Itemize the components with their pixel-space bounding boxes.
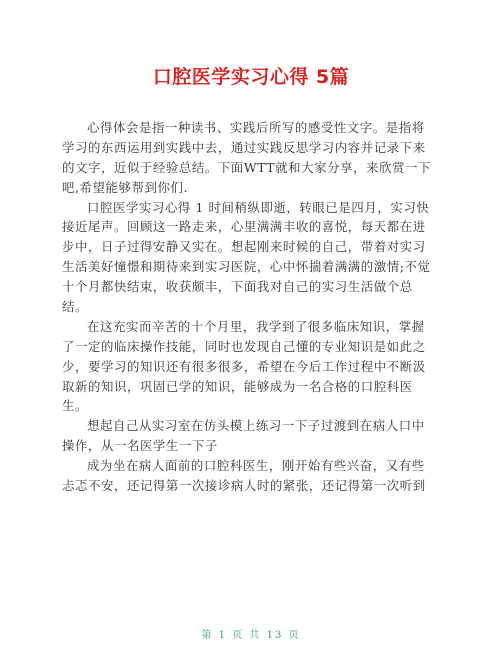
- paragraph-line: 十个月都快结束，收获颇丰，下面我对自己的实习生活做个总: [62, 279, 413, 295]
- paragraph-line: 操作，从一名医学生一下子: [62, 438, 218, 454]
- paragraph-line: 结。: [62, 299, 88, 315]
- paragraph-line: 吧,希望能够帮到你们.: [62, 179, 188, 195]
- document-body: [62, 118, 442, 496]
- paragraph-line: 的文字，近似于经验总结。下面WTT就和大家分享，来欣赏一下: [62, 159, 432, 175]
- page-footer: 第 1 页 共 13 页: [201, 630, 301, 641]
- paragraph-line: 接近尾声。回顾这一路走来，心里满满丰收的喜悦，每天都在进: [62, 219, 426, 235]
- paragraph-line: 了一定的临床操作技能，同时也发现自己懂的专业知识是如此之: [62, 338, 426, 354]
- paragraph-line: 忐忑不安，还记得第一次接诊病人时的紧张，还记得第一次听到: [62, 478, 426, 494]
- paragraph-line: 学习的东西运用到实践中去，通过实践反思学习内容并记录下来: [62, 139, 426, 155]
- paragraph-line: 步中，日子过得安静又实在。想起刚来时候的自己，带着对实习: [62, 239, 426, 255]
- paragraph-line: 口腔医学实习心得 1 时间稍纵即逝，转眼已是四月，实习快: [87, 199, 430, 215]
- paragraph-line: 想起自己从实习室在仿头模上练习一下子过渡到在病人口中: [87, 418, 425, 434]
- paragraph-line: 心得体会是指一种读书、实践后所写的感受性文字。是指将: [87, 120, 425, 135]
- document-title: 口腔医学实习心得 5篇: [152, 66, 350, 88]
- paragraph-line: 少，要学习的知识还有很多很多，希望在今后工作过程中不断汲: [62, 358, 426, 374]
- paragraph-line: 在这充实而辛苦的十个月里，我学到了很多临床知识，掌握: [87, 318, 425, 334]
- paragraph-line: 取新的知识，巩固已学的知识，能够成为一名合格的口腔科医: [62, 378, 413, 394]
- paragraph-line: 生活美好憧憬和期待来到实习医院，心中怀揣着满满的激情;不觉: [62, 259, 431, 275]
- paragraph-line: 成为坐在病人面前的口腔科医生，刚开始有些兴奋，又有些: [87, 458, 425, 474]
- paragraph-line: 生。: [62, 398, 88, 414]
